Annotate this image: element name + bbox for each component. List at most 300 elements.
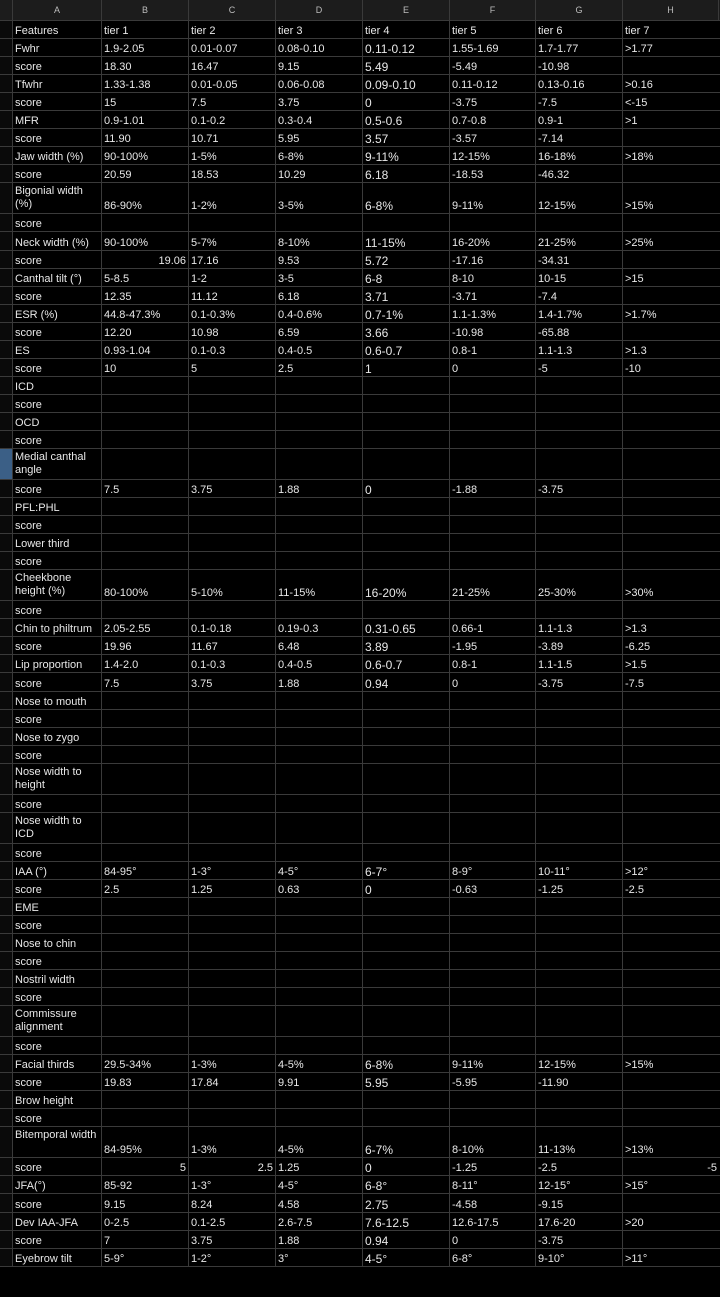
- cell-d8[interactable]: 6-8%: [276, 147, 363, 164]
- cell-f9[interactable]: -18.53: [450, 165, 536, 182]
- cell-a21[interactable]: score: [13, 395, 102, 412]
- cell-g13[interactable]: -34.31: [536, 251, 623, 268]
- cell-c15[interactable]: 11.12: [189, 287, 276, 304]
- cell-f32[interactable]: 0.66-1: [450, 619, 536, 636]
- cell-a19[interactable]: score: [13, 359, 102, 376]
- cell-e14[interactable]: 6-8: [363, 269, 450, 286]
- cell-h24[interactable]: [623, 449, 719, 479]
- cell-c40[interactable]: [189, 764, 276, 794]
- cell-d32[interactable]: 0.19-0.3: [276, 619, 363, 636]
- cell-b8[interactable]: 90-100%: [102, 147, 189, 164]
- cell-e39[interactable]: [363, 746, 450, 763]
- cell-e27[interactable]: [363, 516, 450, 533]
- cell-b42[interactable]: [102, 813, 189, 843]
- cell-g46[interactable]: [536, 898, 623, 915]
- column-header-h[interactable]: H: [623, 0, 719, 20]
- cell-e32[interactable]: 0.31-0.65: [363, 619, 450, 636]
- row-header[interactable]: [0, 39, 13, 56]
- cell-a10[interactable]: Bigonial width (%): [13, 183, 102, 213]
- cell-a20[interactable]: ICD: [13, 377, 102, 394]
- cell-d9[interactable]: 10.29: [276, 165, 363, 182]
- cell-a64[interactable]: Eyebrow tilt: [13, 1249, 102, 1266]
- row-header[interactable]: [0, 1127, 13, 1157]
- cell-a34[interactable]: Lip proportion: [13, 655, 102, 672]
- cell-e58[interactable]: 6-7%: [363, 1127, 450, 1157]
- select-all-corner[interactable]: [0, 0, 13, 20]
- row-header[interactable]: [0, 449, 13, 479]
- cell-c36[interactable]: [189, 692, 276, 709]
- cell-g43[interactable]: [536, 844, 623, 861]
- cell-c42[interactable]: [189, 813, 276, 843]
- cell-a6[interactable]: MFR: [13, 111, 102, 128]
- cell-f3[interactable]: -5.49: [450, 57, 536, 74]
- cell-f39[interactable]: [450, 746, 536, 763]
- row-header[interactable]: [0, 341, 13, 358]
- cell-b17[interactable]: 12.20: [102, 323, 189, 340]
- cell-f16[interactable]: 1.1-1.3%: [450, 305, 536, 322]
- cell-g12[interactable]: 21-25%: [536, 232, 623, 249]
- row-header[interactable]: [0, 710, 13, 727]
- cell-a32[interactable]: Chin to philtrum: [13, 619, 102, 636]
- cell-c57[interactable]: [189, 1109, 276, 1126]
- cell-h57[interactable]: [623, 1109, 719, 1126]
- cell-a18[interactable]: ES: [13, 341, 102, 358]
- cell-a15[interactable]: score: [13, 287, 102, 304]
- cell-e2[interactable]: 0.11-0.12: [363, 39, 450, 56]
- cell-b34[interactable]: 1.4-2.0: [102, 655, 189, 672]
- row-header[interactable]: [0, 129, 13, 146]
- cell-d28[interactable]: [276, 534, 363, 551]
- cell-f21[interactable]: [450, 395, 536, 412]
- cell-f44[interactable]: 8-9°: [450, 862, 536, 879]
- column-header-a[interactable]: A: [13, 0, 102, 20]
- cell-c61[interactable]: 8.24: [189, 1194, 276, 1211]
- cell-g62[interactable]: 17.6-20: [536, 1213, 623, 1230]
- cell-h34[interactable]: >1.5: [625, 659, 647, 672]
- cell-g35[interactable]: -3.75: [536, 673, 623, 690]
- cell-e19[interactable]: 1: [363, 359, 450, 376]
- cell-b26[interactable]: [102, 498, 189, 515]
- cell-d46[interactable]: [276, 898, 363, 915]
- cell-f10[interactable]: 9-11%: [450, 183, 536, 213]
- cell-g7[interactable]: -7.14: [536, 129, 623, 146]
- cell-b6[interactable]: 0.9-1.01: [102, 111, 189, 128]
- cell-a39[interactable]: score: [13, 746, 102, 763]
- cell-f52[interactable]: [450, 1006, 536, 1036]
- cell-e54[interactable]: 6-8%: [363, 1055, 450, 1072]
- cell-h4[interactable]: >0.16: [625, 79, 653, 92]
- cell-d34[interactable]: 0.4-0.5: [276, 655, 363, 672]
- cell-d4[interactable]: 0.06-0.08: [276, 75, 363, 92]
- cell-b25[interactable]: 7.5: [102, 480, 189, 497]
- cell-h50[interactable]: [623, 970, 719, 987]
- cell-a43[interactable]: score: [13, 844, 102, 861]
- cell-c58[interactable]: 1-3%: [189, 1127, 276, 1157]
- cell-b18[interactable]: 0.93-1.04: [102, 341, 189, 358]
- cell-g45[interactable]: -1.25: [536, 880, 623, 897]
- cell-d36[interactable]: [276, 692, 363, 709]
- cell-h55[interactable]: [623, 1073, 719, 1090]
- cell-f47[interactable]: [450, 916, 536, 933]
- cell-f22[interactable]: [450, 413, 536, 430]
- cell-b52[interactable]: [102, 1006, 189, 1036]
- cell-f54[interactable]: 9-11%: [450, 1055, 536, 1072]
- cell-h54[interactable]: >15%: [625, 1059, 654, 1072]
- row-header[interactable]: [0, 728, 13, 745]
- cell-d41[interactable]: [276, 795, 363, 812]
- cell-c62[interactable]: 0.1-2.5: [189, 1213, 276, 1230]
- row-header[interactable]: [0, 673, 13, 690]
- column-header-c[interactable]: C: [189, 0, 276, 20]
- cell-c23[interactable]: [189, 431, 276, 448]
- row-header[interactable]: [0, 844, 13, 861]
- cell-f29[interactable]: [450, 552, 536, 569]
- cell-g56[interactable]: [536, 1091, 623, 1108]
- cell-a40[interactable]: Nose width to height: [13, 764, 102, 794]
- cell-b20[interactable]: [102, 377, 189, 394]
- cell-g30[interactable]: 25-30%: [536, 570, 623, 600]
- cell-d43[interactable]: [276, 844, 363, 861]
- cell-g17[interactable]: -65.88: [536, 323, 623, 340]
- cell-g18[interactable]: 1.1-1.3: [536, 341, 623, 358]
- cell-f53[interactable]: [450, 1037, 536, 1054]
- cell-e18[interactable]: 0.6-0.7: [363, 341, 450, 358]
- cell-h13[interactable]: [623, 251, 719, 268]
- cell-c33[interactable]: 11.67: [189, 637, 276, 654]
- cell-h59[interactable]: -5: [707, 1162, 717, 1175]
- row-header[interactable]: [0, 214, 13, 231]
- cell-b3[interactable]: 18.30: [102, 57, 189, 74]
- cell-d14[interactable]: 3-5: [276, 269, 363, 286]
- cell-g22[interactable]: [536, 413, 623, 430]
- cell-a42[interactable]: Nose width to ICD: [13, 813, 102, 843]
- cell-d11[interactable]: [276, 214, 363, 231]
- cell-h12[interactable]: >25%: [625, 236, 654, 249]
- cell-g20[interactable]: [536, 377, 623, 394]
- cell-d19[interactable]: 2.5: [276, 359, 363, 376]
- cell-g34[interactable]: 1.1-1.5: [536, 655, 623, 672]
- cell-h63[interactable]: [623, 1231, 719, 1248]
- cell-d29[interactable]: [276, 552, 363, 569]
- cell-c45[interactable]: 1.25: [189, 880, 276, 897]
- cell-a47[interactable]: score: [13, 916, 102, 933]
- cell-g32[interactable]: 1.1-1.3: [536, 619, 623, 636]
- cell-d13[interactable]: 9.53: [276, 251, 363, 268]
- cell-c55[interactable]: 17.84: [189, 1073, 276, 1090]
- row-header[interactable]: [0, 795, 13, 812]
- cell-h22[interactable]: [623, 413, 719, 430]
- row-header[interactable]: [0, 970, 13, 987]
- cell-a9[interactable]: score: [13, 165, 102, 182]
- cell-f23[interactable]: [450, 431, 536, 448]
- cell-f48[interactable]: [450, 934, 536, 951]
- cell-c37[interactable]: [189, 710, 276, 727]
- cell-g40[interactable]: [536, 764, 623, 794]
- cell-b37[interactable]: [102, 710, 189, 727]
- row-header[interactable]: [0, 57, 13, 74]
- cell-c13[interactable]: 17.16: [189, 251, 276, 268]
- cell-d57[interactable]: [276, 1109, 363, 1126]
- cell-d63[interactable]: 1.88: [276, 1231, 363, 1248]
- cell-c31[interactable]: [189, 601, 276, 618]
- cell-a59[interactable]: score: [13, 1158, 102, 1175]
- cell-g21[interactable]: [536, 395, 623, 412]
- cell-d35[interactable]: 1.88: [276, 673, 363, 690]
- cell-f19[interactable]: 0: [450, 359, 536, 376]
- cell-a57[interactable]: score: [13, 1109, 102, 1126]
- cell-c19[interactable]: 5: [189, 359, 276, 376]
- cell-e47[interactable]: [363, 916, 450, 933]
- cell-h46[interactable]: [623, 898, 719, 915]
- cell-d37[interactable]: [276, 710, 363, 727]
- cell-g23[interactable]: [536, 431, 623, 448]
- cell-d61[interactable]: 4.58: [276, 1194, 363, 1211]
- cell-a38[interactable]: Nose to zygo: [13, 728, 102, 745]
- cell-a28[interactable]: Lower third: [13, 534, 102, 551]
- cell-e36[interactable]: [363, 692, 450, 709]
- cell-g5[interactable]: -7.5: [536, 93, 623, 110]
- cell-h52[interactable]: [623, 1006, 719, 1036]
- cell-c21[interactable]: [189, 395, 276, 412]
- cell-g41[interactable]: [536, 795, 623, 812]
- cell-a56[interactable]: Brow height: [13, 1091, 102, 1108]
- cell-c39[interactable]: [189, 746, 276, 763]
- cell-h58[interactable]: >13%: [625, 1144, 654, 1157]
- row-header[interactable]: [0, 147, 13, 164]
- row-header[interactable]: [0, 480, 13, 497]
- column-header-f[interactable]: F: [450, 0, 536, 20]
- cell-d54[interactable]: 4-5%: [276, 1055, 363, 1072]
- cell-d25[interactable]: 1.88: [276, 480, 363, 497]
- cell-e26[interactable]: [363, 498, 450, 515]
- cell-c5[interactable]: 7.5: [189, 93, 276, 110]
- cell-h8[interactable]: >18%: [625, 151, 654, 164]
- cell-a7[interactable]: score: [13, 129, 102, 146]
- cell-a45[interactable]: score: [13, 880, 102, 897]
- cell-h35[interactable]: -7.5: [625, 677, 644, 690]
- cell-f35[interactable]: 0: [450, 673, 536, 690]
- cell-e41[interactable]: [363, 795, 450, 812]
- cell-f45[interactable]: -0.63: [450, 880, 536, 897]
- cell-b10[interactable]: 86-90%: [102, 183, 189, 213]
- cell-e57[interactable]: [363, 1109, 450, 1126]
- cell-e59[interactable]: 0: [363, 1158, 450, 1175]
- cell-c38[interactable]: [189, 728, 276, 745]
- cell-e63[interactable]: 0.94: [363, 1231, 450, 1248]
- cell-g42[interactable]: [536, 813, 623, 843]
- cell-c8[interactable]: 1-5%: [189, 147, 276, 164]
- cell-b9[interactable]: 20.59: [102, 165, 189, 182]
- row-header[interactable]: [0, 1091, 13, 1108]
- cell-e49[interactable]: [363, 952, 450, 969]
- cell-e37[interactable]: [363, 710, 450, 727]
- cell-g36[interactable]: [536, 692, 623, 709]
- cell-d59[interactable]: 1.25: [276, 1158, 363, 1175]
- row-header[interactable]: [0, 93, 13, 110]
- cell-g24[interactable]: [536, 449, 623, 479]
- cell-d24[interactable]: [276, 449, 363, 479]
- cell-d2[interactable]: 0.08-0.10: [276, 39, 363, 56]
- cell-g54[interactable]: 12-15%: [536, 1055, 623, 1072]
- cell-g39[interactable]: [536, 746, 623, 763]
- cell-c12[interactable]: 5-7%: [189, 232, 276, 249]
- cell-f63[interactable]: 0: [450, 1231, 536, 1248]
- cell-b39[interactable]: [102, 746, 189, 763]
- cell-a50[interactable]: Nostril width: [13, 970, 102, 987]
- cell-f6[interactable]: 0.7-0.8: [450, 111, 536, 128]
- cell-b30[interactable]: 80-100%: [102, 570, 189, 600]
- cell-h64[interactable]: >11°: [625, 1252, 648, 1265]
- cell-b14[interactable]: 5-8.5: [102, 269, 189, 286]
- cell-h5[interactable]: <-15: [625, 97, 648, 110]
- cell-f7[interactable]: -3.57: [450, 129, 536, 146]
- cell-c46[interactable]: [189, 898, 276, 915]
- cell-h16[interactable]: >1.7%: [625, 308, 657, 321]
- cell-e53[interactable]: [363, 1037, 450, 1054]
- cell-g38[interactable]: [536, 728, 623, 745]
- cell-d44[interactable]: 4-5°: [276, 862, 363, 879]
- cell-e64[interactable]: 4-5°: [363, 1249, 450, 1266]
- row-header[interactable]: [0, 111, 13, 128]
- cell-c64[interactable]: 1-2°: [189, 1249, 276, 1266]
- cell-c25[interactable]: 3.75: [189, 480, 276, 497]
- cell-h32[interactable]: >1.3: [625, 623, 647, 636]
- cell-a53[interactable]: score: [13, 1037, 102, 1054]
- row-header[interactable]: [0, 1073, 13, 1090]
- cell-b24[interactable]: [102, 449, 189, 479]
- cell-e5[interactable]: 0: [363, 93, 450, 110]
- cell-a22[interactable]: OCD: [13, 413, 102, 430]
- cell-c50[interactable]: [189, 970, 276, 987]
- cell-c4[interactable]: 0.01-0.05: [189, 75, 276, 92]
- cell-b19[interactable]: 10: [102, 359, 189, 376]
- cell-d39[interactable]: [276, 746, 363, 763]
- cell-f25[interactable]: -1.88: [450, 480, 536, 497]
- cell-h36[interactable]: [623, 692, 719, 709]
- cell-d17[interactable]: 6.59: [276, 323, 363, 340]
- cell-b36[interactable]: [102, 692, 189, 709]
- cell-e23[interactable]: [363, 431, 450, 448]
- cell-d33[interactable]: 6.48: [276, 637, 363, 654]
- cell-e61[interactable]: 2.75: [363, 1194, 450, 1211]
- cell-f14[interactable]: 8-10: [450, 269, 536, 286]
- cell-c43[interactable]: [189, 844, 276, 861]
- cell-f40[interactable]: [450, 764, 536, 794]
- cell-c34[interactable]: 0.1-0.3: [189, 655, 276, 672]
- cell-b22[interactable]: [102, 413, 189, 430]
- cell-b54[interactable]: 29.5-34%: [102, 1055, 189, 1072]
- cell-d62[interactable]: 2.6-7.5: [276, 1213, 363, 1230]
- cell-d53[interactable]: [276, 1037, 363, 1054]
- row-header[interactable]: [0, 916, 13, 933]
- row-header[interactable]: [0, 1231, 13, 1248]
- cell-e21[interactable]: [363, 395, 450, 412]
- cell-e24[interactable]: [363, 449, 450, 479]
- column-header-d[interactable]: D: [276, 0, 363, 20]
- cell-h9[interactable]: [623, 165, 719, 182]
- cell-g10[interactable]: 12-15%: [536, 183, 623, 213]
- cell-f15[interactable]: -3.71: [450, 287, 536, 304]
- cell-d51[interactable]: [276, 988, 363, 1005]
- cell-f20[interactable]: [450, 377, 536, 394]
- cell-f56[interactable]: [450, 1091, 536, 1108]
- cell-f64[interactable]: 6-8°: [450, 1249, 536, 1266]
- cell-d16[interactable]: 0.4-0.6%: [276, 305, 363, 322]
- row-header[interactable]: [0, 552, 13, 569]
- cell-h33[interactable]: -6.25: [625, 641, 651, 654]
- row-header[interactable]: [0, 764, 13, 794]
- cell-g16[interactable]: 1.4-1.7%: [536, 305, 623, 322]
- row-header[interactable]: [0, 1176, 13, 1193]
- cell-h48[interactable]: [623, 934, 719, 951]
- cell-a3[interactable]: score: [13, 57, 102, 74]
- cell-c51[interactable]: [189, 988, 276, 1005]
- cell-h47[interactable]: [623, 916, 719, 933]
- cell-f51[interactable]: [450, 988, 536, 1005]
- cell-b53[interactable]: [102, 1037, 189, 1054]
- cell-e44[interactable]: 6-7°: [363, 862, 450, 879]
- cell-a23[interactable]: score: [13, 431, 102, 448]
- cell-b16[interactable]: 44.8-47.3%: [102, 305, 189, 322]
- cell-f58[interactable]: 8-10%: [450, 1127, 536, 1157]
- cell-b57[interactable]: [102, 1109, 189, 1126]
- row-header[interactable]: [0, 431, 13, 448]
- cell-c6[interactable]: 0.1-0.2: [189, 111, 276, 128]
- cell-b44[interactable]: 84-95°: [102, 862, 189, 879]
- cell-f8[interactable]: 12-15%: [450, 147, 536, 164]
- cell-b59[interactable]: 5: [102, 1158, 189, 1175]
- row-header[interactable]: [0, 183, 13, 213]
- cell-e1[interactable]: tier 4: [363, 21, 450, 38]
- cell-g49[interactable]: [536, 952, 623, 969]
- cell-b49[interactable]: [102, 952, 189, 969]
- row-header[interactable]: [0, 619, 13, 636]
- cell-a5[interactable]: score: [13, 93, 102, 110]
- cell-f42[interactable]: [450, 813, 536, 843]
- cell-b33[interactable]: 19.96: [102, 637, 189, 654]
- row-header[interactable]: [0, 570, 13, 600]
- cell-h15[interactable]: [623, 287, 719, 304]
- row-header[interactable]: [0, 413, 13, 430]
- row-header[interactable]: [0, 934, 13, 951]
- cell-h56[interactable]: [623, 1091, 719, 1108]
- row-header[interactable]: [0, 359, 13, 376]
- cell-g52[interactable]: [536, 1006, 623, 1036]
- cell-a62[interactable]: Dev IAA-JFA: [13, 1213, 102, 1230]
- cell-d42[interactable]: [276, 813, 363, 843]
- cell-c9[interactable]: 18.53: [189, 165, 276, 182]
- cell-e30[interactable]: 16-20%: [363, 570, 450, 600]
- row-header[interactable]: [0, 1109, 13, 1126]
- cell-h27[interactable]: [623, 516, 719, 533]
- cell-b12[interactable]: 90-100%: [102, 232, 189, 249]
- cell-h2[interactable]: >1.77: [625, 43, 653, 56]
- cell-g31[interactable]: [536, 601, 623, 618]
- cell-c48[interactable]: [189, 934, 276, 951]
- cell-c60[interactable]: 1-3°: [189, 1176, 276, 1193]
- cell-a61[interactable]: score: [13, 1194, 102, 1211]
- cell-c59[interactable]: 2.5: [189, 1158, 276, 1175]
- cell-h29[interactable]: [623, 552, 719, 569]
- cell-b50[interactable]: [102, 970, 189, 987]
- cell-h41[interactable]: [623, 795, 719, 812]
- cell-e38[interactable]: [363, 728, 450, 745]
- cell-e33[interactable]: 3.89: [363, 637, 450, 654]
- cell-d47[interactable]: [276, 916, 363, 933]
- cell-a1[interactable]: Features: [13, 21, 102, 38]
- cell-e35[interactable]: 0.94: [363, 673, 450, 690]
- cell-g47[interactable]: [536, 916, 623, 933]
